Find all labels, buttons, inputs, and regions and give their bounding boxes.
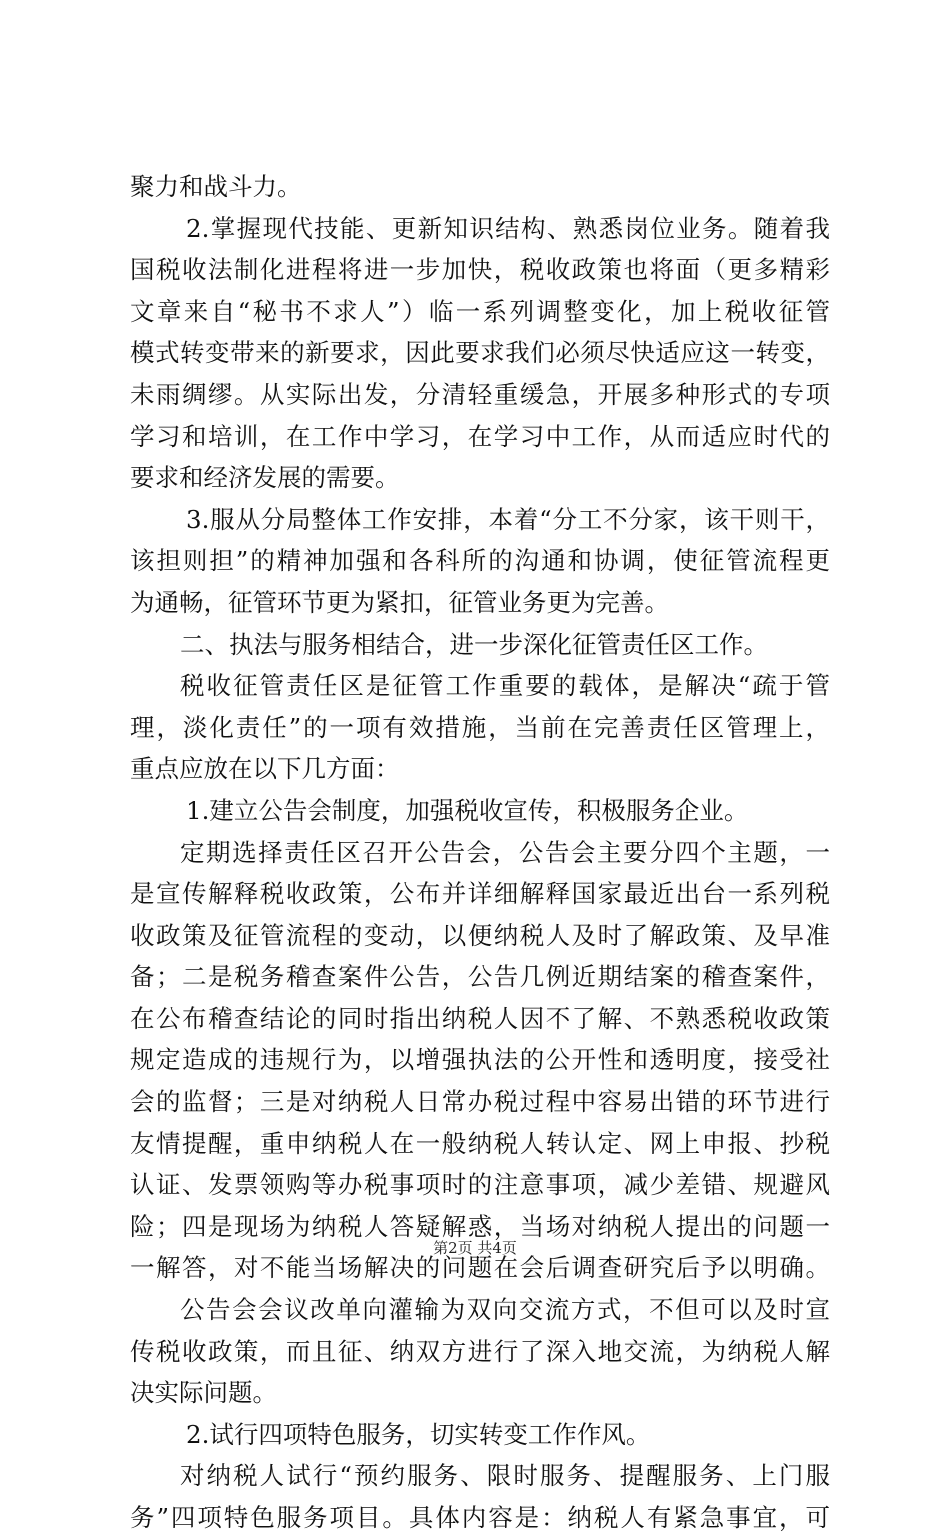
document-body: [130, 166, 830, 1539]
text-line: 务”四项特色服务项目。具体内容是：纳税人有紧急事宜，可: [130, 1503, 830, 1532]
text-line: 2.试行四项特色服务，切实转变工作作风。: [186, 1419, 651, 1449]
text-line: 决实际问题。: [130, 1378, 277, 1408]
text-line: 为通畅，征管环节更为紧扣，征管业务更为完善。: [130, 587, 669, 617]
text-line: 认证、发票领购等办税事项时的注意事项，减少差错、规避风: [130, 1170, 830, 1200]
text-line: 学习和培训，在工作中学习，在学习中工作，从而适应时代的: [130, 421, 830, 451]
text-line: 该担则担”的精神加强和各科所的沟通和协调，使征管流程更: [130, 546, 830, 576]
text-line: 二、执法与服务相结合，进一步深化征管责任区工作。: [180, 629, 768, 659]
text-line: 聚力和战斗力。: [130, 172, 302, 201]
text-line: 未雨绸缪。从实际出发，分清轻重缓急，开展多种形式的专项: [130, 379, 830, 409]
text-line: 险；四是现场为纳税人答疑解惑，当场对纳税人提出的问题一: [130, 1211, 830, 1241]
text-line: 备；二是税务稽查案件公告，公告几例近期结案的稽查案件，: [130, 962, 830, 992]
page-footer: 第2页 共4页: [433, 1239, 517, 1257]
text-line: 1.建立公告会制度，加强税收宣传，积极服务企业。: [186, 795, 749, 825]
text-line: 友情提醒，重申纳税人在一般纳税人转认定、网上申报、抄税: [130, 1128, 830, 1158]
text-line: 对纳税人试行“预约服务、限时服务、提醒服务、上门服: [180, 1461, 830, 1491]
text-line: 会的监督；三是对纳税人日常办税过程中容易出错的环节进行: [130, 1087, 830, 1117]
text-line: 国税收法制化进程将进一步加快，税收政策也将面（更多精彩: [130, 255, 830, 285]
text-line: 要求和经济发展的需要。: [130, 463, 400, 493]
text-line: 定期选择责任区召开公告会，公告会主要分四个主题，一: [180, 837, 830, 867]
text-line: 规定造成的违规行为，以增强执法的公开性和透明度，接受社: [130, 1045, 830, 1075]
text-line: 2.掌握现代技能、更新知识结构、熟悉岗位业务。随着我: [186, 213, 830, 243]
text-line: 理，淡化责任”的一项有效措施，当前在完善责任区管理上，: [130, 712, 830, 742]
text-line: 是宣传解释税收政策，公布并详细解释国家最近出台一系列税: [130, 879, 830, 909]
text-line: 传税收政策，而且征、纳双方进行了深入地交流，为纳税人解: [130, 1336, 830, 1366]
text-line: 模式转变带来的新要求，因此要求我们必须尽快适应这一转变，: [130, 338, 830, 368]
text-line: 3.服从分局整体工作安排，本着“分工不分家，该干则干，: [186, 504, 830, 534]
text-line: 在公布稽查结论的同时指出纳税人因不了解、不熟悉税收政策: [130, 1003, 830, 1033]
text-line: 文章来自“秘书不求人”）临一系列调整变化，加上税收征管: [130, 296, 830, 326]
text-line: 一解答，对不能当场解决的问题在会后调查研究后予以明确。: [130, 1253, 830, 1283]
text-line: 税收征管责任区是征管工作重要的载体，是解决“疏于管: [180, 671, 830, 701]
text-line: 收政策及征管流程的变动，以便纳税人及时了解政策、及早准: [130, 920, 830, 950]
text-line: 公告会会议改单向灌输为双向交流方式，不但可以及时宣: [180, 1295, 830, 1325]
text-line: 重点应放在以下几方面：: [130, 754, 400, 784]
